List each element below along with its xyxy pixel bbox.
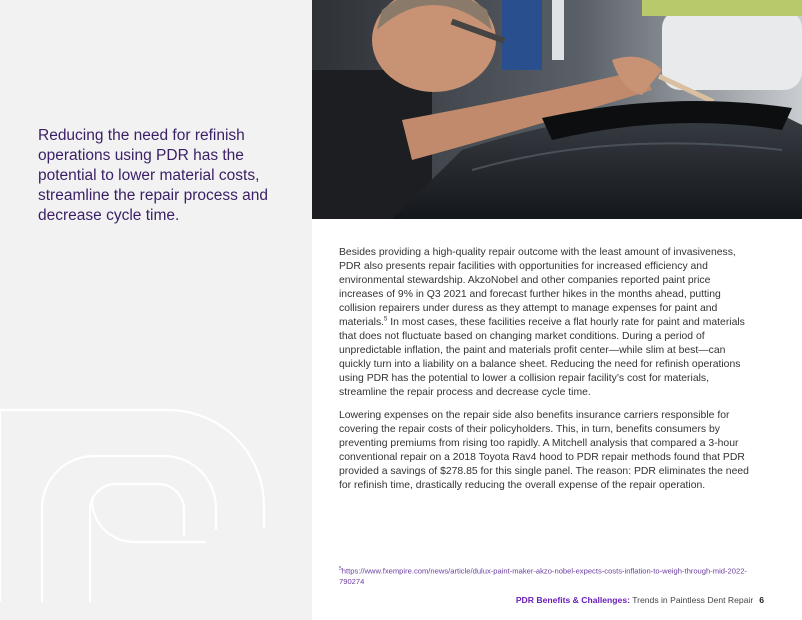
concentric-arc-logo-icon bbox=[0, 340, 312, 620]
footnote-link[interactable]: https://www.fxempire.com/news/article/dulux-paint-maker-akzo-nobel-expects-costs-inflation-to-weigh-through-mid-2022-790274 bbox=[339, 566, 747, 586]
paragraph-2: Lowering expenses on the repair side also benefits insurance carriers responsible for covering the repair costs of their policyholders. This, in turn, benefits consumers by preventing premiums from rising too rapidly. A Mitchell analysis that compared a 3-hour conventional repair on a 2018 Toyota Rav4 hood to PDR repair methods found that PDR provided a savings of $278.85 for this single panel. The reason: PDR eliminates the need for refinish time, drastically reducing the overall expense of the repair operation. bbox=[339, 410, 749, 491]
mechanic-photo bbox=[312, 0, 802, 219]
pull-quote: Reducing the need for refinish operations using PDR has the potential to lower material costs, streamline the repair process and decrease cycle time. bbox=[38, 127, 269, 224]
footnote-number: 5 bbox=[339, 566, 342, 572]
body-text bbox=[339, 246, 751, 502]
footer-brand: PDR Benefits & Challenges: bbox=[515, 595, 630, 605]
photo-illustration bbox=[312, 0, 802, 219]
paragraph-1-part-a: Besides providing a high-quality repair outcome with the least amount of invasiveness, PDR also presents repair facilities with opportunities for increased efficiency and environmental stewardship. AkzoNobel and other companies reported paint price increases of 9% in Q3 2021 and forecast further hikes in the months ahead, putting collision repairers under duress as they attempt to manage expenses for paint and materials. bbox=[339, 247, 736, 328]
page-footer bbox=[516, 595, 764, 605]
footer-title: Trends in Paintless Dent Repair bbox=[629, 595, 754, 605]
paragraph-1-part-b: In most cases, these facilities receive a flat hourly rate for paint and materials that does not fluctuate based on changing market conditions. During a period of unpredictable inflation, the paint and materials profit center—while slim at best—can quickly turn into a liability on a balance sheet. Reducing the need for refinish operations using PDR has the potential to lower a collision repair facility’s cost for materials, streamline the repair process and decrease cycle time. bbox=[339, 317, 745, 398]
left-panel bbox=[0, 0, 312, 620]
footnote bbox=[339, 564, 759, 587]
paragraph-1 bbox=[339, 246, 751, 400]
page-number: 6 bbox=[759, 595, 764, 605]
footnote-marker[interactable]: 5 bbox=[384, 316, 388, 323]
